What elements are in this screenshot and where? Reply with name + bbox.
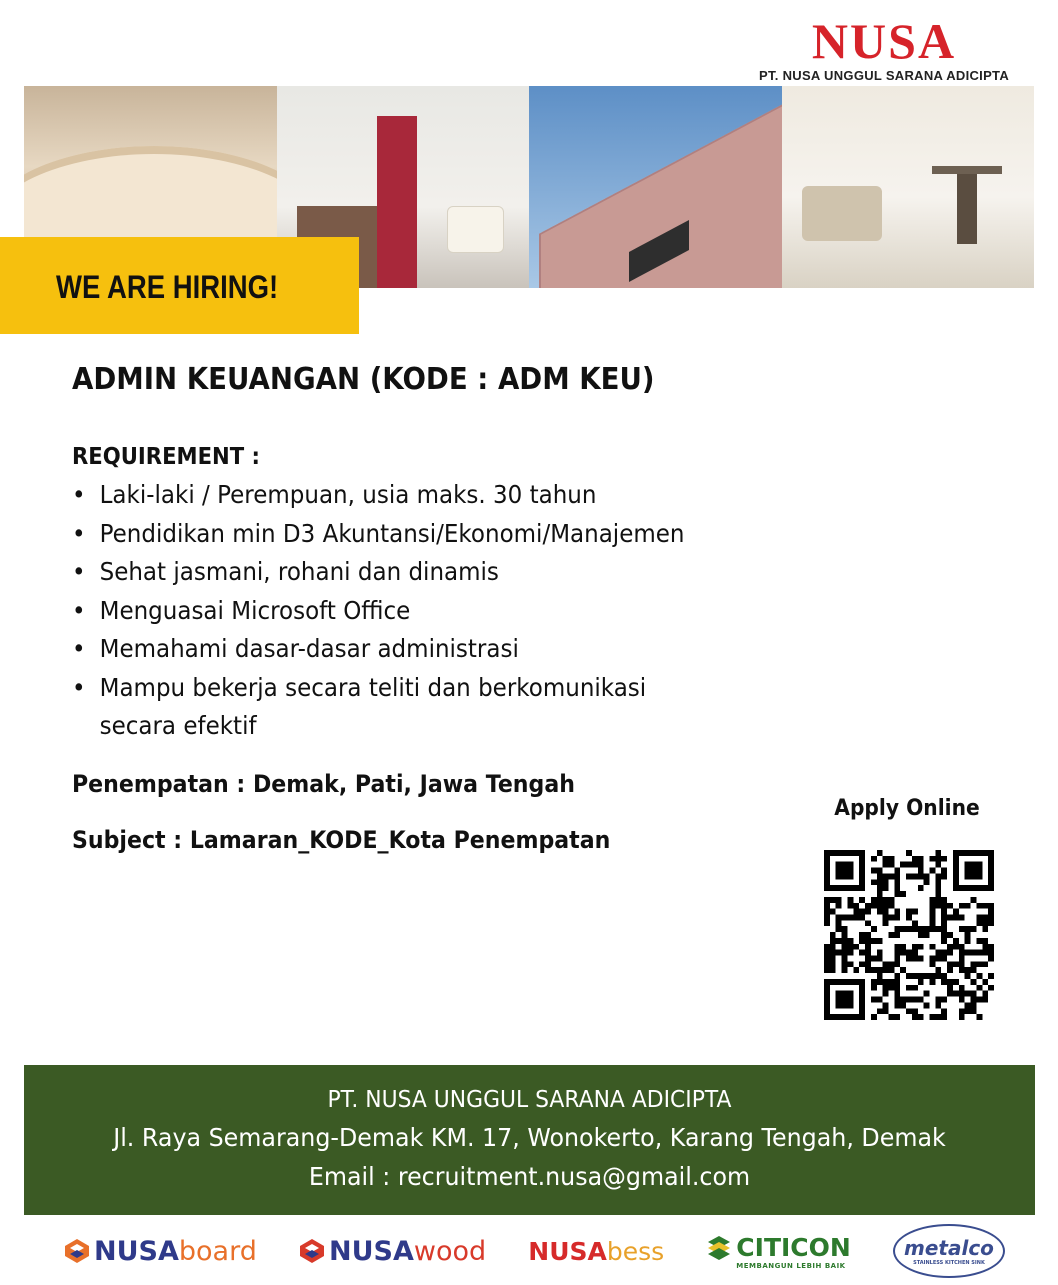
logo-company-name: PT. NUSA UNGGUL SARANA ADICIPTA bbox=[758, 68, 1010, 83]
footer-email: Email : recruitment.nusa@gmail.com bbox=[308, 1162, 751, 1191]
footer-address: Jl. Raya Semarang-Demak KM. 17, Wonokerto, Karang Tengah, Demak bbox=[113, 1123, 946, 1152]
requirement-list bbox=[72, 476, 792, 746]
logo-wordmark: NUSA bbox=[811, 13, 957, 69]
job-details bbox=[72, 360, 792, 854]
brand-logo-row bbox=[24, 1222, 1035, 1280]
brand-nusabess: NUSA bess bbox=[528, 1236, 665, 1266]
footer-contact bbox=[24, 1065, 1035, 1215]
bullet-icon: • bbox=[72, 634, 86, 663]
placement-info: Penempatan : Demak, Pati, Jawa Tengah bbox=[72, 769, 575, 798]
apply-qr-code-icon[interactable] bbox=[824, 850, 994, 1020]
hiring-label: WE ARE HIRING! bbox=[56, 269, 279, 305]
apply-online-label: Apply Online bbox=[834, 796, 980, 821]
brand-citicon: CITICON MEMBANGUN LEBIH BAIK bbox=[706, 1233, 851, 1270]
list-item: • Pendidikan min D3 Akuntansi/Ekonomi/Manajemen bbox=[72, 515, 734, 554]
list-item: • Menguasai Microsoft Office bbox=[72, 592, 734, 631]
company-logo bbox=[734, 13, 1034, 83]
brand-nusaboard: NUSA board bbox=[64, 1236, 257, 1267]
brand-metalco: metalco STAINLESS KITCHEN SINK bbox=[893, 1224, 1005, 1278]
list-item: • Mampu bekerja secara teliti dan berkomunikasi secara efektif bbox=[72, 669, 734, 746]
photo-building-facade bbox=[529, 86, 782, 288]
nusa-s-mark-icon bbox=[299, 1238, 325, 1264]
list-item: • Sehat jasmani, rohani dan dinamis bbox=[72, 553, 734, 592]
bullet-icon: • bbox=[72, 557, 86, 586]
list-item: • Laki-laki / Perempuan, usia maks. 30 tahun bbox=[72, 476, 734, 515]
bullet-icon: • bbox=[72, 480, 86, 509]
bullet-icon: • bbox=[72, 595, 86, 625]
bullet-icon: • bbox=[72, 672, 86, 702]
photo-living-room bbox=[782, 86, 1035, 288]
bullet-icon: • bbox=[72, 518, 86, 548]
job-title: ADMIN KEUANGAN (KODE : ADM KEU) bbox=[72, 362, 655, 397]
footer-company: PT. NUSA UNGGUL SARANA ADICIPTA bbox=[327, 1087, 732, 1113]
list-item: • Memahami dasar-dasar administrasi bbox=[72, 630, 734, 669]
requirement-heading: REQUIREMENT : bbox=[72, 444, 261, 470]
email-subject-info: Subject : Lamaran_KODE_Kota Penempatan bbox=[72, 825, 611, 854]
nusa-s-mark-icon bbox=[64, 1238, 90, 1264]
hiring-banner bbox=[0, 237, 359, 334]
citicon-mark-icon bbox=[706, 1234, 732, 1260]
brand-nusawood: NUSA wood bbox=[299, 1236, 486, 1267]
